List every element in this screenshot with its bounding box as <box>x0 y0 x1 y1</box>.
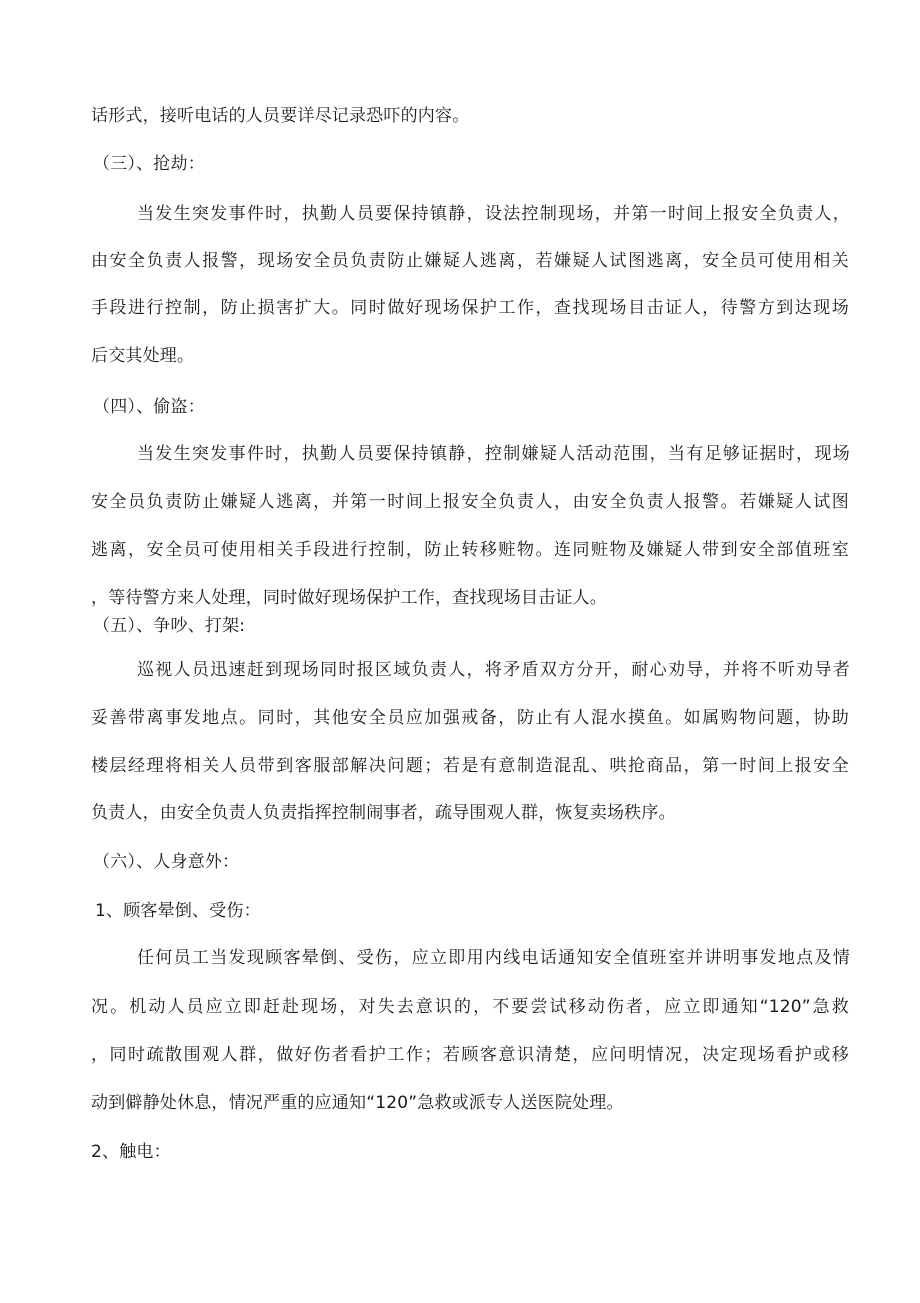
paragraph-line: 由安全负责人报警，现场安全员负责防止嫌疑人逃离，若嫌疑人试图逃离，安全员可使用相关 <box>91 251 849 271</box>
paragraph-line: 当发生突发事件时，执勤人员要保持镇静，控制嫌疑人活动范围，当有足够证据时，现场 <box>137 444 850 464</box>
paragraph-line: ，同时疏散围观人群，做好伤者看护工作；若顾客意识清楚，应问明情况，决定现场看护或移 <box>91 1045 849 1065</box>
section-heading: （六）、人身意外： <box>93 852 240 872</box>
section-heading: （四）、偷盗： <box>93 397 205 417</box>
paragraph-line: 况。机动人员应立即赶赴现场，对失去意识的，不要尝试移动伤者，应立即通知“120”急救 <box>91 997 849 1017</box>
paragraph-line: 妥善带离事发地点。同时，其他安全员应加强戒备，防止有人混水摸鱼。如属购物问题，协助 <box>91 708 849 728</box>
paragraph-line: 后交其处理。 <box>91 346 195 366</box>
subsection-heading: 2、触电： <box>91 1142 171 1162</box>
paragraph-line: 楼层经理将相关人员带到客服部解决问题；若是有意制造混乱、哄抢商品，第一时间上报安全 <box>91 756 849 776</box>
subsection-heading: 1、顾客晕倒、受伤： <box>95 901 261 921</box>
paragraph-line: 安全员负责防止嫌疑人逃离，并第一时间上报安全负责人，由安全负责人报警。若嫌疑人试图 <box>91 492 849 512</box>
paragraph-line: 任何员工当发现顾客晕倒、受伤，应立即用内线电话通知安全值班室并讲明事发地点及情 <box>137 948 850 968</box>
section-heading: （五）、争吵、打架: <box>93 616 246 636</box>
paragraph-line: 当发生突发事件时，执勤人员要保持镇静，设法控制现场，并第一时间上报安全负责人， <box>137 204 850 224</box>
paragraph-line: 负责人，由安全负责人负责指挥控制闹事者，疏导围观人群，恢复卖场秩序。 <box>91 803 676 823</box>
paragraph-line: ，等待警方来人处理，同时做好现场保护工作，查找现场目击证人。 <box>91 588 607 608</box>
paragraph-line: 手段进行控制，防止损害扩大。同时做好现场保护工作，查找现场目击证人，待警方到达现场 <box>91 298 849 318</box>
paragraph-line: 逃离，安全员可使用相关手段进行控制，防止转移赃物。连同赃物及嫌疑人带到安全部值班室 <box>91 540 849 560</box>
section-heading: （三）、抢劫： <box>93 154 205 174</box>
paragraph-line: 动到僻静处休息，情况严重的应通知“120”急救或派专人送医院处理。 <box>91 1093 624 1113</box>
paragraph-line: 话形式，接听电话的人员要详尽记录恐吓的内容。 <box>91 106 470 126</box>
paragraph-line: 巡视人员迅速赶到现场同时报区域负责人，将矛盾双方分开，耐心劝导，并将不听劝导者 <box>137 660 850 680</box>
